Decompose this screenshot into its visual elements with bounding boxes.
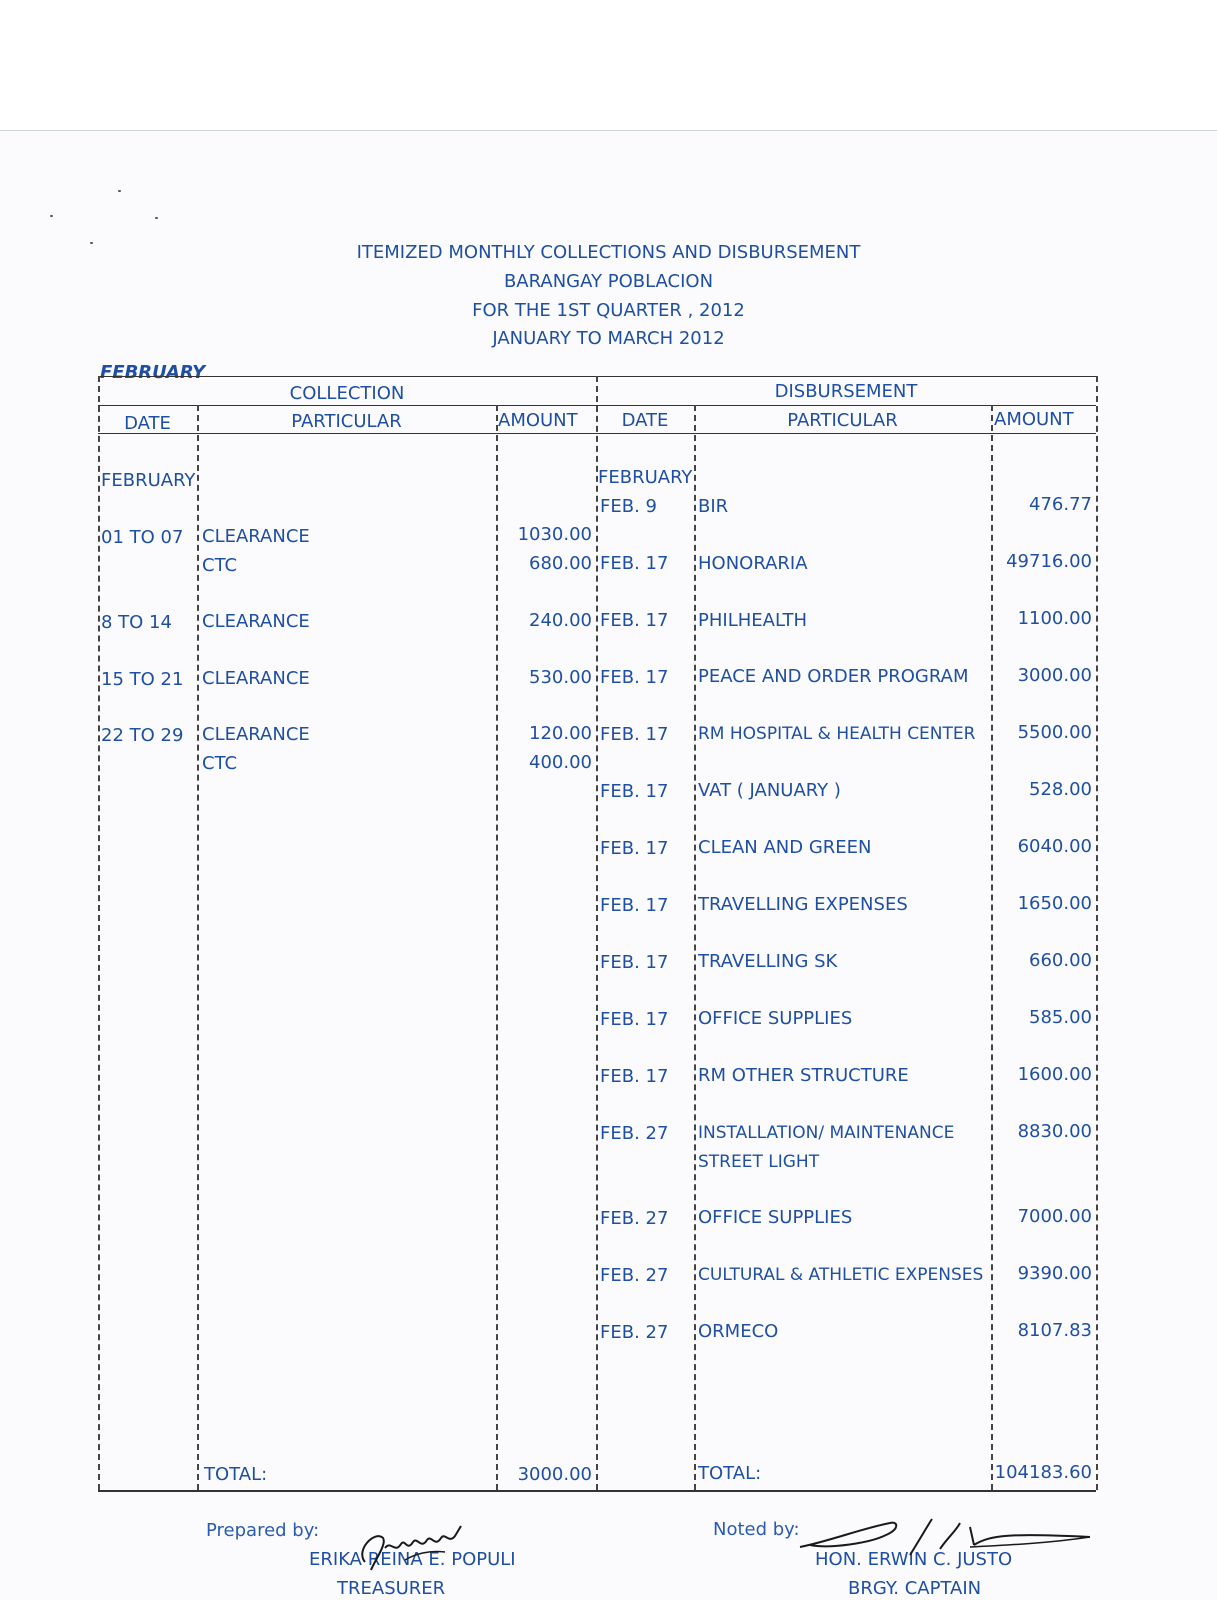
disbursement-row-date: FEB. 17 [600,724,669,745]
preparer-name: ERIKA REINA E. POPULI [309,1549,516,1570]
disbursement-row-date: FEB. 27 [600,1322,669,1343]
disbursement-row-particular: ORMECO [698,1321,779,1342]
disbursement-particular-header: PARTICULAR [787,410,898,431]
disbursement-row-amount: 660.00 [1029,950,1092,971]
disbursement-row-amount: 1100.00 [1017,608,1092,629]
scan-top-margin [0,0,1217,131]
disbursement-row-date: FEB. 27 [600,1123,669,1144]
disbursement-total-label: TOTAL: [698,1463,762,1484]
column-line [1096,376,1098,1490]
disbursement-row-amount: 528.00 [1029,779,1092,800]
collection-header: COLLECTION [289,383,405,404]
disbursement-row-date: FEB. 17 [600,952,669,973]
prepared-by-label: Prepared by: [206,1520,320,1541]
disbursement-row-particular: HONORARIA [698,553,808,574]
column-line [596,376,598,1490]
disbursement-row-amount: 8107.83 [1017,1320,1092,1341]
collection-row-amount: 680.00 [529,553,592,574]
disbursement-row-amount: 7000.00 [1017,1206,1092,1227]
noted-by-label: Noted by: [713,1519,800,1540]
disbursement-row-particular-continued: STREET LIGHT [698,1152,820,1172]
noter-name: HON. ERWIN C. JUSTO [815,1549,1013,1570]
disbursement-row-amount: 8830.00 [1017,1121,1092,1142]
collection-row-particular: CTC [202,555,238,576]
disbursement-row-particular: TRAVELLING EXPENSES [698,894,908,915]
scan-speck [50,215,53,217]
disbursement-row-amount: 6040.00 [1017,836,1092,857]
collection-particular-header: PARTICULAR [291,411,402,432]
disbursement-row-particular: VAT ( JANUARY ) [698,780,841,801]
collection-row-amount: 400.00 [529,752,592,773]
collection-row-amount: 1030.00 [517,524,592,545]
disbursement-total: 104183.60 [994,1462,1092,1483]
collection-row-particular: CLEARANCE [202,724,310,745]
preparer-title: TREASURER [337,1578,446,1599]
disbursement-row-date: FEB. 9 [600,496,657,517]
disbursement-row-date: FEB. 17 [600,610,669,631]
disbursement-row-particular: CULTURAL & ATHLETIC EXPENSES [698,1265,984,1285]
disbursement-row-amount: 476.77 [1029,494,1092,515]
disbursement-row-particular: BIR [698,496,729,517]
column-line [991,405,993,1490]
collection-row-particular: CLEARANCE [202,526,310,547]
collection-total: 3000.00 [517,1464,592,1485]
disbursement-row-date: FEB. 17 [600,553,669,574]
disbursement-header: DISBURSEMENT [774,381,918,402]
collection-row-particular: CTC [202,753,238,774]
collection-date-header: DATE [124,413,171,434]
month-label: FEBRUARY [100,362,206,383]
column-line [98,376,100,1490]
scan-speck [118,190,121,192]
collection-row-amount: 120.00 [529,723,592,744]
disbursement-row-particular: CLEAN AND GREEN [698,837,872,858]
disbursement-row-date: FEB. 17 [600,781,669,802]
disbursement-row-date: FEB. 27 [600,1208,669,1229]
quarter-line: FOR THE 1ST QUARTER , 2012 [472,300,745,321]
disbursement-row-particular: INSTALLATION/ MAINTENANCE [698,1123,955,1143]
disbursement-row-amount: 9390.00 [1017,1263,1092,1284]
disbursement-row-particular: RM OTHER STRUCTURE [698,1065,909,1086]
disbursement-row-amount: 1650.00 [1017,893,1092,914]
disbursement-row-date: FEB. 27 [600,1265,669,1286]
collection-row-amount: 240.00 [529,610,592,631]
collection-month: FEBRUARY [101,470,196,491]
disbursement-row-date: FEB. 17 [600,838,669,859]
collection-row-date: 8 TO 14 [101,612,172,633]
disbursement-row-particular: OFFICE SUPPLIES [698,1207,853,1228]
disbursement-row-particular: PEACE AND ORDER PROGRAM [698,666,969,687]
column-line [694,405,696,1490]
report-title: ITEMIZED MONTHLY COLLECTIONS AND DISBURSEMENT [356,242,861,263]
treasurer-signature [345,1520,495,1575]
disbursement-row-amount: 5500.00 [1017,722,1092,743]
scan-speck [155,217,158,219]
disbursement-row-particular: OFFICE SUPPLIES [698,1008,853,1029]
disbursement-row-amount: 585.00 [1029,1007,1092,1028]
captain-signature [790,1515,1100,1565]
disbursement-row-particular: TRAVELLING SK [698,951,838,972]
disbursement-row-date: FEB. 17 [600,1066,669,1087]
noter-title: BRGY. CAPTAIN [848,1578,982,1599]
collection-total-label: TOTAL: [204,1464,268,1485]
disbursement-row-date: FEB. 17 [600,667,669,688]
disbursement-row-date: FEB. 17 [600,895,669,916]
disbursement-row-amount: 1600.00 [1017,1064,1092,1085]
disbursement-row-amount: 49716.00 [1006,551,1092,572]
disbursement-row-date: FEB. 17 [600,1009,669,1030]
collection-row-date: 01 TO 07 [101,527,184,548]
disbursement-row-amount: 3000.00 [1017,665,1092,686]
barangay-name: BARANGAY POBLACION [503,271,714,292]
disbursement-month: FEBRUARY [598,467,693,488]
collection-amount-header: AMOUNT [498,410,578,431]
collection-row-date: 15 TO 21 [101,669,184,690]
disbursement-row-particular: PHILHEALTH [698,610,808,631]
collection-row-amount: 530.00 [529,667,592,688]
period-line: JANUARY TO MARCH 2012 [492,328,725,349]
table-bottom-border [98,1490,1096,1492]
column-line [496,405,498,1490]
disbursement-amount-header: AMOUNT [994,409,1074,430]
collection-row-particular: CLEARANCE [202,668,310,689]
collection-row-particular: CLEARANCE [202,611,310,632]
disbursement-row-particular: RM HOSPITAL & HEALTH CENTER [698,724,976,744]
column-line [197,405,199,1490]
collection-row-date: 22 TO 29 [101,725,184,746]
disbursement-date-header: DATE [621,410,669,431]
